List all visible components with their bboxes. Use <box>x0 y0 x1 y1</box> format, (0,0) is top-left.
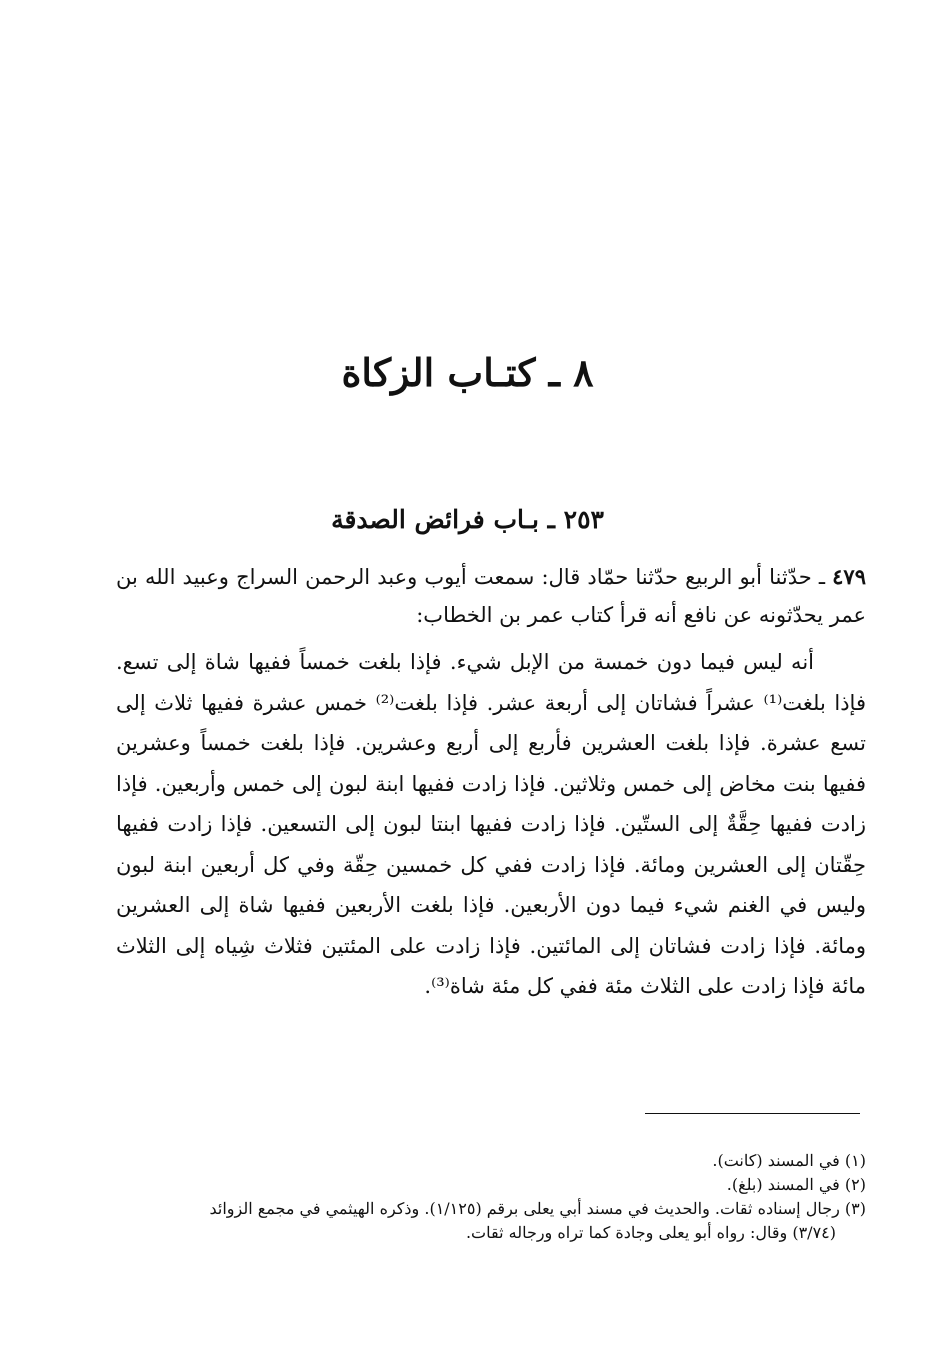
hadith-number: ٤٧٩ <box>832 564 866 589</box>
matn-text-1: أنه ليس فيما دون خمسة من الإبل شيء. فإذا بلغت خمساً ففيها شاة إلى تسع. فإذا بلغت <box>116 650 866 715</box>
chapter-title: ٢٥٣ ـ بـاب فرائض الصدقة <box>331 505 604 534</box>
footnote-marker-2: ⁽²⁾ <box>375 690 395 715</box>
footnote-3: (٣) رجال إسناده ثقات. والحديث في مسند أبي يعلى برقم (١/١٢٥). وذكره الهيثمي في مجمع الزوائد <box>209 1199 866 1218</box>
footnotes <box>116 1149 866 1245</box>
matn-text-2: عشراً فشاتان إلى أربعة عشر. فإذا بلغت <box>394 690 764 715</box>
matn-end: . <box>424 974 432 998</box>
hadith-isnad-text: ـ حدّثنا أبو الربيع حدّثنا حمّاد قال: سمعت أيوب وعبد الرحمن السراج وعبيد الله بن عمر يحدّثونه عن نافع أنه قرأ كتاب عمر بن الخطاب: <box>116 565 866 627</box>
footnote-marker-3: ⁽³⁾ <box>431 974 450 998</box>
hadith-matn <box>116 642 866 1007</box>
footnote-divider <box>645 1113 860 1114</box>
footnote-3-continuation: (٣/٧٤) وقال: رواه أبو يعلى وجادة كما تراه ورجاله ثقات. <box>465 1223 836 1242</box>
hadith-isnad <box>116 558 866 634</box>
footnote-2: (٢) في المسند (بلغ). <box>726 1175 866 1194</box>
footnote-1: (١) في المسند (كانت). <box>712 1151 866 1170</box>
footnote-marker-1: ⁽¹⁾ <box>763 690 783 715</box>
matn-text-3: خمس عشرة ففيها ثلاث إلى تسع عشرة. فإذا بلغت العشرين فأربع إلى أربع وعشرين. فإذا بلغت خمساً وعشرين ففيها بنت مخاض إلى خمس وثلاثين. فإذا زادت ففيها ابنة لبون إلى خمس وأربعين. فإذا زادت ففيها حِقَّةٌ إلى الستّين. فإذا زادت ففيها ابنتا لبون إلى التسعين. فإذا زادت ففيها حِقّتان إلى العشرين ومائة. فإذا زادت ففي كل خمسين حِقّة وفي كل أربعين ابنة لبون وليس في الغنم شيء فيما دون الأربعين. فإذا بلغت الأربعين ففيها شاة إلى العشرين ومائة. فإذا زادت فشاتان إلى المائتين. فإذا زادت على المئتين فثلاث شِياه إلى الثلاث مائة فإذا زادت على الثلاث مئة ففي كل مئة شاة <box>116 690 866 998</box>
book-title: ٨ ـ كتـاب الزكاة <box>341 350 594 395</box>
